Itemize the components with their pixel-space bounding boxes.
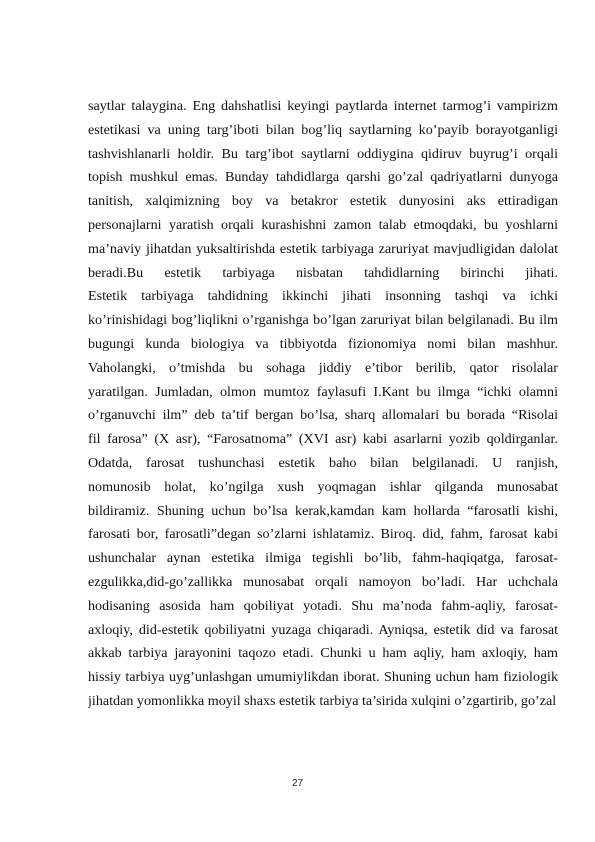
text-line: o’rganuvchi ilm” deb ta’tif bergan bo’lsa, sharq allomalari bu borada “Risolai xyxy=(88,407,558,424)
text-line: estetikasi va uning targ’iboti bilan bog’liq saytlarning ko’payib borayotganligi xyxy=(88,121,558,138)
text-line: akkab tarbiya jarayonini taqozo etadi. Chunki u ham aqliy, ham axloqiy, ham xyxy=(88,645,558,662)
text-line: hissiy tarbiya uyg’unlashgan umumiylikdan iborat. Shuning uchun ham fiziologik xyxy=(88,669,558,686)
text-line: ezgulikka,did-go’zallikka munosabat orqali namoyon bo’ladi. Har uchchala xyxy=(88,573,558,590)
text-line: tashvishlanarli holdir. Bu targ’ibot saytlarni oddiygina qidiruv buyrug’i orqali xyxy=(88,145,558,162)
text-line: ma’naviy jihatdan yuksaltirishda estetik tarbiyaga zaruriyat mavjudligidan dalolat xyxy=(88,240,558,257)
body-text xyxy=(88,95,558,714)
text-line: bugungi kunda biologiya va tibbiyotda fizionomiya nomi bilan mashhur. xyxy=(88,335,558,352)
text-line: jihatdan yomonlikka moyil shaxs estetik tarbiya ta’sirida xulqini o’zgartirib, go’zal xyxy=(88,692,557,709)
text-line: Odatda, farosat tushunchasi estetik baho bilan belgilanadi. U ranjish, xyxy=(88,454,558,471)
text-line: fil farosa” (X asr), “Farosatnoma” (XVI asr) kabi asarlarni yozib qoldirganlar. xyxy=(88,431,558,448)
text-line: saytlar talaygina. Eng dahshatlisi keyingi paytlarda internet tarmog’i vampirizm xyxy=(88,98,558,114)
text-line: personajlarni yaratish orqali kurashishni zamon talab etmoqdaki, bu yoshlarni xyxy=(88,216,558,233)
text-line: bildiramiz. Shuning uchun bo’lsa kerak,kamdan kam hollarda “farosatli kishi, xyxy=(88,502,558,519)
page-number: 27 xyxy=(291,778,304,789)
text-line: topish mushkul emas. Bunday tahdidlarga qarshi go’zal qadriyatlarni dunyoga xyxy=(88,169,558,186)
text-line: farosati bor, farosatli”degan so’zlarni ishlatamiz. Biroq. did, fahm, farosat kabi xyxy=(88,526,558,543)
text-line: Estetik tarbiyaga tahdidning ikkinchi jihati insonning tashqi va ichki xyxy=(88,288,558,305)
text-line: tanitish, xalqimizning boy va betakror estetik dunyosini aks ettiradigan xyxy=(88,193,558,210)
text-line: ushunchalar aynan estetika ilmiga tegishli bo’lib, fahm-haqiqatga, farosat- xyxy=(88,550,558,567)
text-line: axloqiy, did-estetik qobiliyatni yuzaga chiqaradi. Ayniqsa, estetik did va farosat xyxy=(88,621,558,638)
text-line: yaratilgan. Jumladan, olmon mumtoz faylasufi I.Kant bu ilmga “ichki olamni xyxy=(88,383,558,400)
text-line: hodisaning asosida ham qobiliyat yotadi. Shu ma’noda fahm-aqliy, farosat- xyxy=(88,597,558,614)
text-line: Vaholangki, o’tmishda bu sohaga jiddiy e’tibor berilib, qator risolalar xyxy=(88,359,558,376)
text-line: nomunosib holat, ko’ngilga xush yoqmagan ishlar qilganda munosabat xyxy=(88,478,558,495)
text-line: beradi.Bu estetik tarbiyaga nisbatan tahdidlarning birinchi jihati. xyxy=(88,264,558,281)
text-line: ko’rinishidagi bog’liqlikni o’rganishga bo’lgan zaruriyat bilan belgilanadi. Bu ilm xyxy=(88,312,558,329)
